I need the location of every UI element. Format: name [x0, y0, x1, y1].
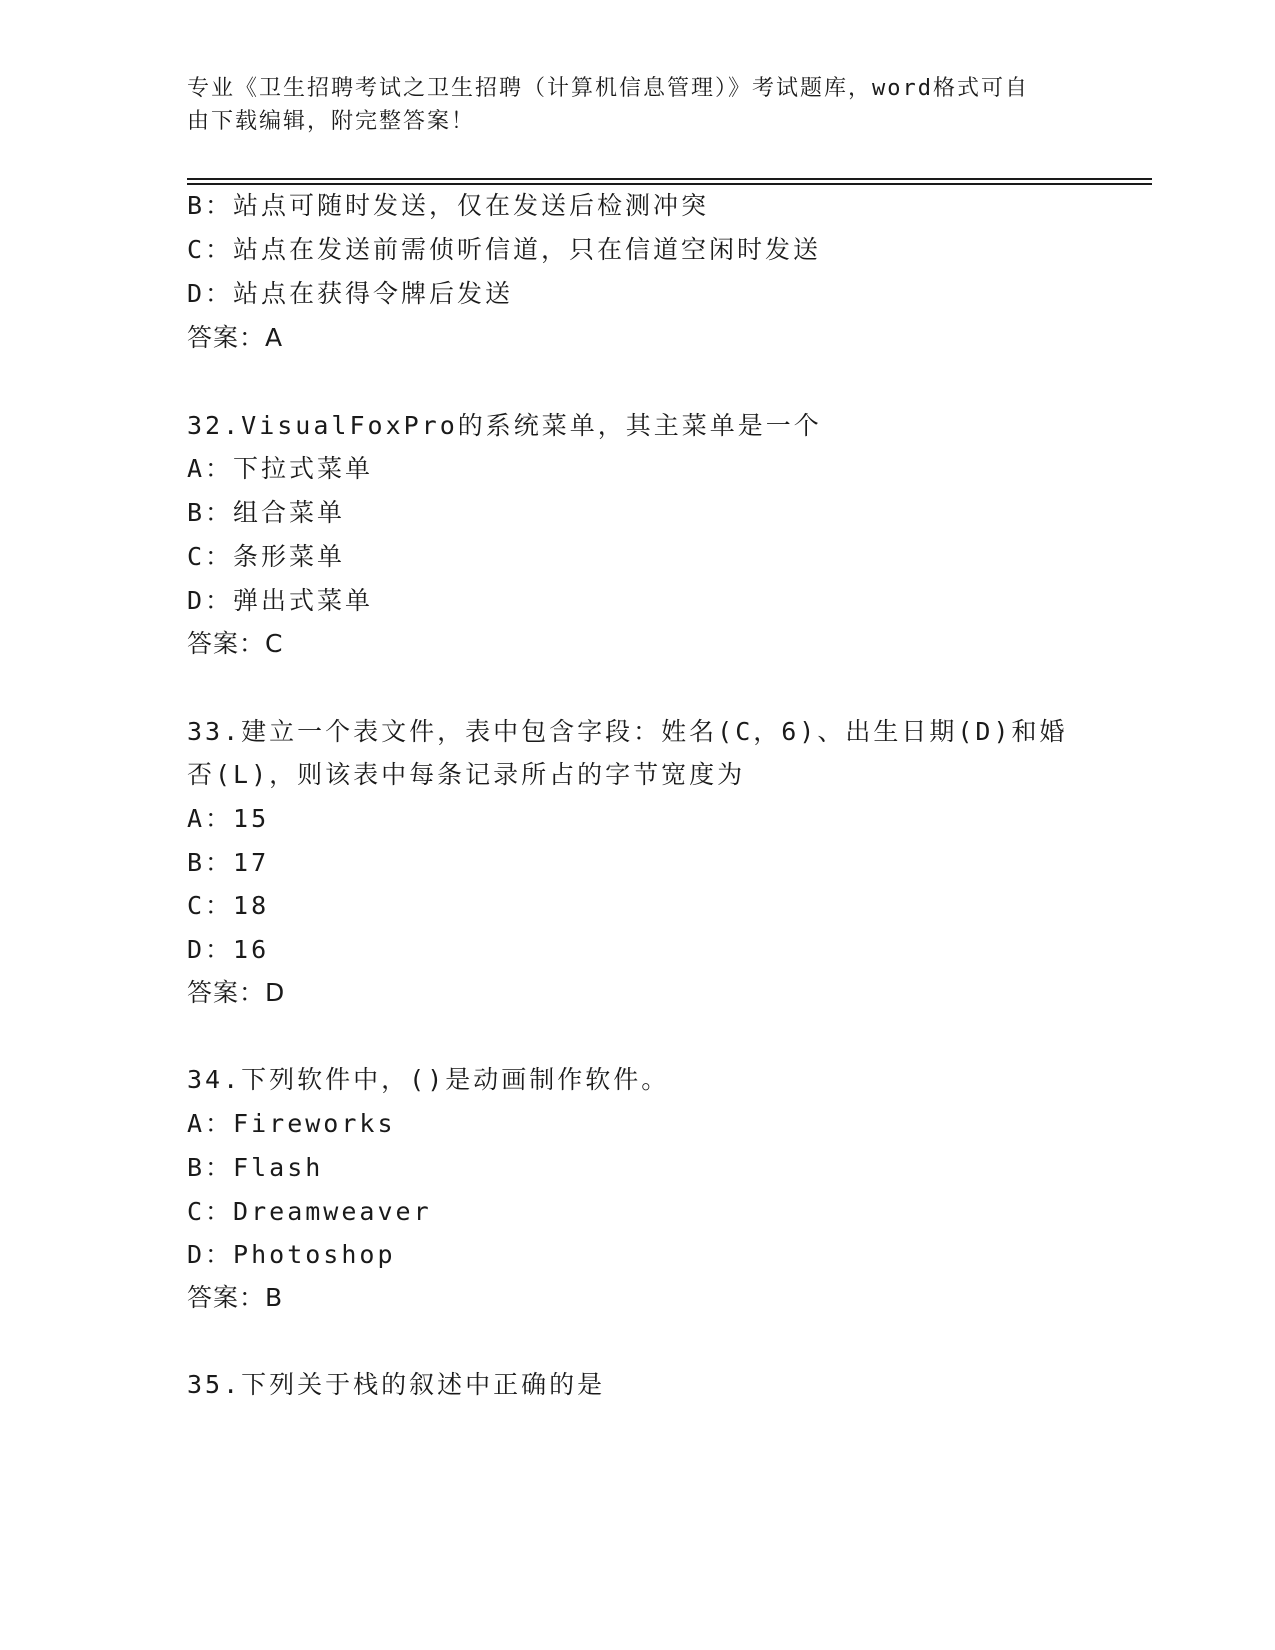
q33-stem-line-2: 否(L)，则该表中每条记录所占的字节宽度为 — [187, 760, 746, 789]
q34-stem: 34.下列软件中，()是动画制作软件。 — [187, 1065, 670, 1094]
header-line-2: 由下载编辑，附完整答案！ — [187, 109, 476, 134]
q34-option-b: B：Flash — [187, 1153, 324, 1182]
q34-option-a: A：Fireworks — [187, 1109, 396, 1138]
q31-option-b: B：站点可随时发送，仅在发送后检测冲突 — [187, 191, 710, 220]
q31-option-d: D：站点在获得令牌后发送 — [187, 279, 514, 308]
q34-option-d: D：Photoshop — [187, 1240, 396, 1269]
q32-answer: 答案：C — [187, 629, 284, 658]
q32-stem: 32.VisualFoxPro的系统菜单，其主菜单是一个 — [187, 411, 822, 440]
q32-option-a: A：下拉式菜单 — [187, 454, 374, 483]
q32-option-d: D：弹出式菜单 — [187, 586, 374, 615]
q35-stem: 35.下列关于栈的叙述中正确的是 — [187, 1370, 606, 1399]
q34-answer: 答案：B — [187, 1283, 284, 1312]
q31-option-c: C：站点在发送前需侦听信道，只在信道空闲时发送 — [187, 235, 822, 264]
document-header — [187, 72, 1067, 138]
q33-option-d: D：16 — [187, 935, 270, 964]
q32-option-b: B：组合菜单 — [187, 498, 346, 527]
q32-option-c: C：条形菜单 — [187, 542, 346, 571]
q33-answer: 答案：D — [187, 978, 286, 1007]
q33-stem-line-1: 33.建立一个表文件，表中包含字段：姓名(C，6)、出生日期(D)和婚 — [187, 717, 1068, 746]
q34-option-c: C：Dreamweaver — [187, 1197, 432, 1226]
q33-option-b: B：17 — [187, 848, 270, 877]
header-divider-top — [187, 178, 1152, 180]
q33-option-c: C：18 — [187, 891, 270, 920]
header-divider-bottom — [187, 183, 1152, 185]
header-line-1: 专业《卫生招聘考试之卫生招聘（计算机信息管理）》考试题库，word格式可自 — [187, 76, 1029, 101]
q31-answer: 答案：A — [187, 323, 284, 352]
q33-option-a: A：15 — [187, 804, 270, 833]
